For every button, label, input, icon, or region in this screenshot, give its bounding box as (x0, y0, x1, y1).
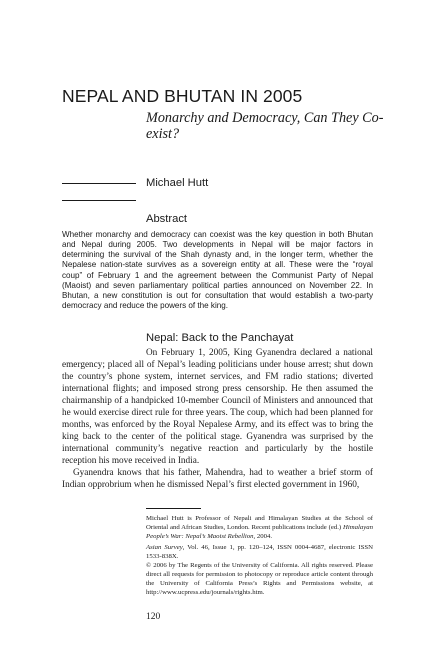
copyright-notice: © 2006 by The Regents of the University of California. All rights reserved. Please direct all requests for permission to photocopy or reproduce article content through the University of California Press’s Rights and Permissions website, at http://www.ucpress.edu/journals/rights.htm. (146, 562, 373, 597)
decorative-rule (62, 200, 136, 201)
author-bio-text: Michael Hutt is Professor of Nepali and Himalayan Studies at the School of Oriental and African Studies, London. Recent publications include (ed.) (146, 515, 373, 532)
abstract-text: Whether monarchy and democracy can coexist was the key question in both Bhutan and Nepal during 2005. Two developments in Nepal will be major factors in determining the survival of the Shah dynasty and, in the longer term, whether the Nepalese nation-state survives as a sovereign entity at all. These were the “royal coup” of February 1 and the agreement between the Communist Party of Nepal (Maoist) and seven parliamentary political parties announced on November 22. In Bhutan, a new constitution is out for consultation that would establish a two-party democracy and reduce the powers of the king. (62, 230, 373, 311)
article-subtitle: Monarchy and Democracy, Can They Co-exist? (146, 110, 384, 142)
author-bio-suffix: , 2004. (253, 533, 273, 541)
journal-name: Asian Survey (146, 544, 183, 551)
section-heading: Nepal: Back to the Panchayat (146, 332, 294, 344)
book-title: Himalayan People’s War: Nepal’s Maoist Rebellion (146, 524, 373, 541)
decorative-rule (62, 183, 136, 184)
article-title: NEPAL AND BHUTAN IN 2005 (62, 86, 303, 106)
citation-text: , Vol. 46, Issue 1, pp. 120–124, ISSN 0004-4687, electronic ISSN 1533-838X. (146, 544, 373, 561)
page-number: 120 (146, 612, 161, 622)
body-paragraph: On February 1, 2005, King Gyanendra declared a national emergency; placed all of Nepal’s leading politicians under house arrest; shut down the country’s phone system, internet services, and FM radio stations; diverted international flights; and imposed strong press censorship. He then assumed the chairmanship of a handpicked 10-member Council of Ministers and announced that he would exercise direct rule for three years. The coup, which had been planned for months, was enforced by the Royal Nepalese Army, and its effect was to bring the king back to the center of the political stage. Gyanendra was surprised by the international community’s negative reaction and particularly by the hostile reception his move received in India. (62, 348, 373, 466)
author-bio-footnote (146, 514, 373, 541)
abstract-heading: Abstract (146, 213, 188, 225)
author-name: Michael Hutt (146, 177, 209, 189)
publication-info (146, 543, 373, 598)
footnote-rule (146, 508, 201, 509)
body-paragraph: Gyanendra knows that his father, Mahendra, had to weather a brief storm of Indian opprobrium when he dismissed Nepal’s first elected government in 1960, (62, 468, 373, 490)
